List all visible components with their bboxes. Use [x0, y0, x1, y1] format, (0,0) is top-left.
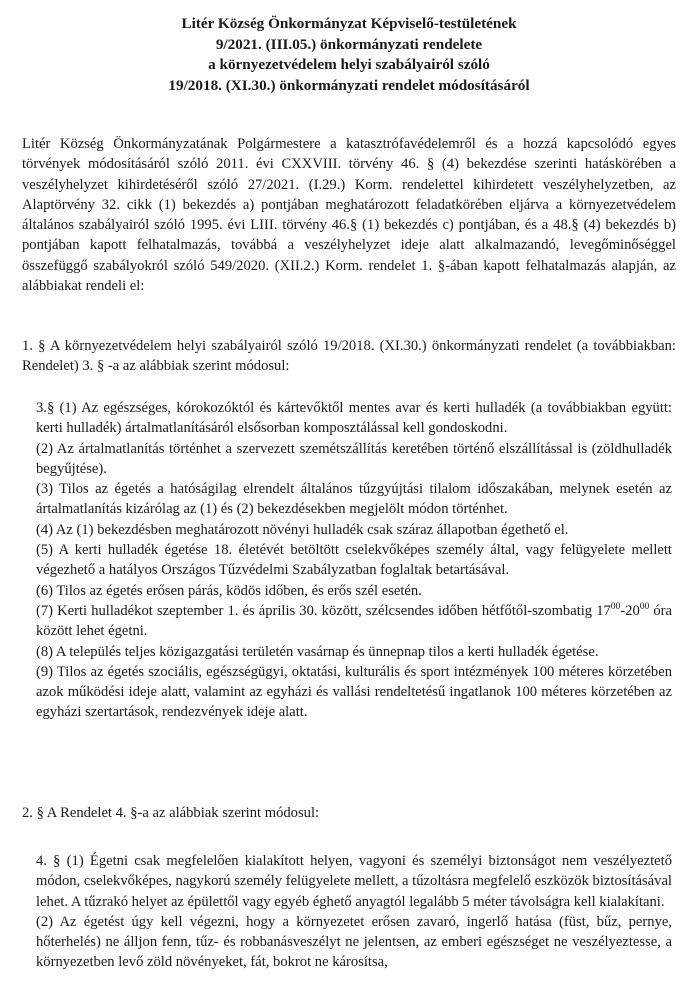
- paragraph-3-7: [36, 601, 672, 642]
- title-line-1: Litér Község Önkormányzat Képviselő-testületének: [181, 15, 517, 32]
- preamble-text: Litér Község Önkormányzatának Polgármestere a katasztrófavédelemről és a hozzá kapcsolódó egyes törvények módosításáról szóló 2011. évi CXXVIII. törvény 46. § (4) bekezdése szerinti hatáskörében a veszélyhelyzet kihirdetéséről szóló 27/2021. (I.29.) Korm. rendelettel kihirdetett veszélyhelyzetben, az Alaptörvény 32. cikk (1) bekezdés a) pontjában meghatározott feladatkörében eljárva a környezetvédelem általános szabályairól szóló 1995. évi LIII. törvény 46.§ (1) bekezdés c) pontjában, és a 48.§ (4) bekezdés b) pontjában kapott felhatalmazás, továbbá a veszélyhelyzet ideje alatt alkalmazandó, levegőminőséggel összefüggő szabályokról szóló 549/2020. (XII.2.) Korm. rendelet 1. §-ában kapott felhatalmazás alapján, az alábbiakat rendeli el:: [22, 136, 676, 295]
- title-line-2: 9/2021. (III.05.) önkormányzati rendelete: [215, 35, 483, 53]
- paragraph-3-2: (2) Az ártalmatlanítás történhet a szervezett szemétszállítás keretében történő elszállítással is (zöldhulladék begyűjtése).: [36, 440, 672, 477]
- paragraph-3-5: (5) A kerti hulladék égetése 18. életévét betöltött cselekvőképes személy által, vagy felügyelete mellett végezhető a hatályos Országos Tűzvédelmi Szabályzatban foglaltak betartásával.: [36, 542, 672, 579]
- title-line-3: a környezetvédelem helyi szabályairól szóló: [208, 56, 490, 73]
- paragraph-3-6: (6) Tilos az égetés erősen párás, ködös időben, és erős szél esetén.: [36, 582, 422, 599]
- time-start-minutes: 00: [610, 602, 621, 613]
- section-1-heading: [22, 336, 676, 377]
- paragraph-3-9: (9) Tilos az égetés szociális, egészségügyi, oktatási, kulturális és sport intézmények 100 méteres körzetében azok működési ideje alatt, valamint az egyházi és vallási rendeltetésű ingatlanok 100 méteres körzetében az egyházi szertartások, rendezvények ideje alatt.: [36, 663, 672, 721]
- section-2-heading: [22, 803, 676, 823]
- time-end-minutes: 00: [639, 602, 650, 613]
- paragraph-4-2: (2) Az égetést úgy kell végezni, hogy a környezetet erősen zavaró, ingerlő hatása (füst, bűz, pernye, hőterhelés) ne álljon fenn, tűz- és robbanásveszélyt ne jelentsen, az emberi egészséget ne veszélyeztesse, a környezetben levő zöld növényeket, fát, bokrot ne károsítsa,: [36, 913, 672, 971]
- title-line-4: 19/2018. (XI.30.) önkormányzati rendelet módosításáról: [168, 76, 530, 94]
- paragraph-3-7-end: óra között lehet égetni.: [36, 602, 672, 640]
- paragraph-3-7-start: (7) Kerti hulladékot szeptember 1. és április 30. között, szélcsendes időben hétfőtől-szombatig 17: [36, 602, 611, 619]
- section-3-amendment: [36, 398, 672, 723]
- paragraph-3-4: (4) Az (1) bekezdésben meghatározott növényi hulladék csak száraz állapotban égethető el.: [36, 521, 569, 538]
- paragraph-3-1: 3.§ (1) Az egészséges, kórokozóktól és kártevőktől mentes avar és kerti hulladék (a továbbiakban együtt: kerti hulladék) ártalmatlanításáról elsősorban komposztálással kell gondoskodni.: [36, 400, 672, 437]
- preamble: [22, 134, 676, 296]
- document-title: [0, 14, 698, 96]
- paragraph-3-3: (3) Tilos az égetés a hatóságilag elrendelt általános tűzgyújtási tilalom időszakában, melynek esetén az ártalmatlanítás kizárólag az (1) és (2) bekezdésekben megjelölt módon történhet.: [36, 481, 672, 518]
- paragraph-3-8: (8) A település teljes közigazgatási területén vasárnap és ünnepnap tilos a kerti hulladék égetése.: [36, 643, 599, 660]
- section-1-text: 1. § A környezetvédelem helyi szabályairól szóló 19/2018. (XI.30.) önkormányzati rendelet (a továbbiakban: Rendelet) 3. § -a az alábbiak szerint módosul:: [22, 338, 676, 375]
- section-2-text: 2. § A Rendelet 4. §-a az alábbiak szerint módosul:: [22, 805, 320, 821]
- section-4-amendment: [36, 851, 672, 973]
- paragraph-3-7-mid: -20: [620, 602, 640, 619]
- paragraph-4-1: 4. § (1) Égetni csak megfelelően kialakított helyen, vagyoni és személyi biztonságot nem veszélyeztető módon, cselekvőképes, nagykorú személy felügyelete mellett, a tűzoltásra megfelelő eszközök biztosításával lehet. A tűzrakó helyet az épülettől vagy egyéb éghető anyagtól legalább 5 méter távolságra kell kialakítani.: [36, 853, 672, 910]
